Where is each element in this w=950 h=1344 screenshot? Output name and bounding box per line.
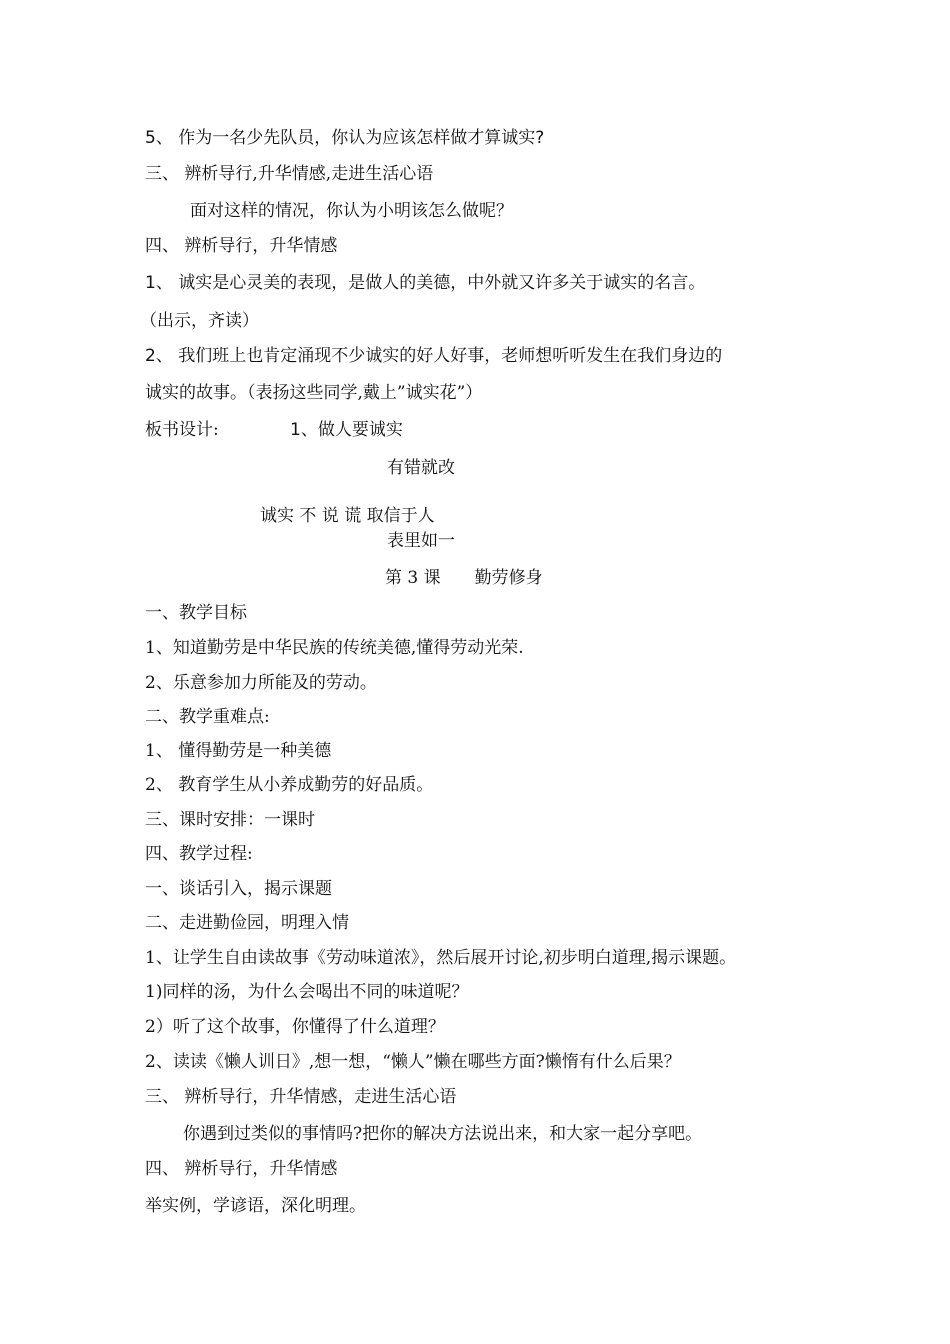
section-heading: 三、 辨析导行，升华情感，走进生活心语: [145, 1087, 457, 1107]
text-line: 1、让学生自由读故事《劳动味道浓》，然后展开讨论,初步明白道理,揭示课题。: [145, 948, 737, 968]
text-line: 5、 作为一名少先队员，你认为应该怎样做才算诚实?: [145, 128, 545, 148]
text-line: 1、知道勤劳是中华民族的传统美德,懂得劳动光荣.: [145, 638, 524, 658]
text-line: 2、读读《懒人训日》,想一想，“懒人”懒在哪些方面?懒惰有什么后果？: [145, 1052, 681, 1072]
text-line: 面对这样的情况，你认为小明该怎么做呢？: [190, 201, 513, 221]
section-heading: 二、教学重难点:: [145, 707, 270, 727]
board-design-item: 诚实 不 说 谎 取信于人: [260, 506, 435, 526]
text-line: 1)同样的汤，为什么会喝出不同的味道呢？: [145, 982, 469, 1002]
section-heading: 三、课时安排：一课时: [145, 810, 315, 830]
board-design-item: 表里如一: [387, 531, 455, 551]
section-heading: 三、 辨析导行,升华情感,走进生活心语: [145, 164, 434, 184]
section-heading: 一、谈话引入，揭示课题: [145, 879, 332, 899]
text-line: 诚实的故事。（表扬这些同学,戴上”诚实花”）: [145, 383, 483, 403]
text-line: 你遇到过类似的事情吗?把你的解决方法说出来，和大家一起分享吧。: [183, 1124, 703, 1144]
text-line: 1、 懂得勤劳是一种美德: [145, 741, 332, 761]
lesson-title: 第 3 课 勤劳修身: [385, 568, 543, 588]
text-line: 2、乐意参加力所能及的劳动。: [145, 673, 377, 693]
text-line: 2、 我们班上也肯定涌现不少诚实的好人好事，老师想听听发生在我们身边的: [145, 346, 723, 366]
section-heading: 四、 辨析导行，升华情感: [145, 236, 338, 256]
text-line: 2）听了这个故事，你懂得了什么道理？: [145, 1017, 445, 1037]
section-heading: 四、教学过程:: [145, 844, 253, 864]
board-design-item: 有错就改: [387, 458, 455, 478]
section-heading: 一、教学目标: [145, 603, 247, 623]
text-line: 举实例，学谚语，深化明理。: [145, 1196, 366, 1216]
section-heading: 四、 辨析导行，升华情感: [145, 1159, 338, 1179]
section-heading: 二、走进勤俭园，明理入情: [145, 913, 349, 933]
text-line: 1、 诚实是心灵美的表现，是做人的美德，中外就又许多关于诚实的名言。: [145, 273, 706, 293]
board-design-title: 1、做人要诚实: [290, 420, 403, 440]
text-line: （出示，齐读）: [140, 311, 259, 331]
board-design-label: 板书设计:: [145, 420, 219, 440]
text-line: 2、 教育学生从小养成勤劳的好品质。: [145, 775, 434, 795]
